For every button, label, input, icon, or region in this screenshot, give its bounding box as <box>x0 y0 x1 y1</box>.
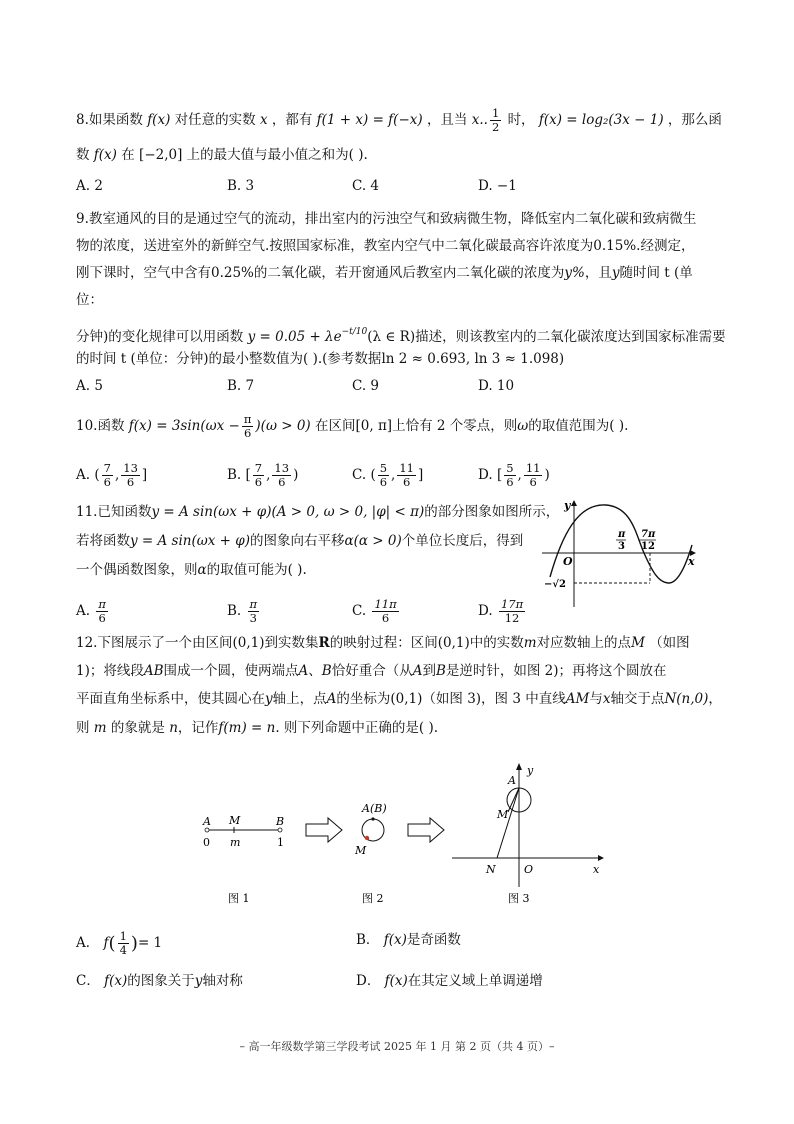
q8-option-c[interactable]: C. 4 <box>352 178 380 194</box>
fig3-point-m: M <box>497 808 509 821</box>
q12-line-1: 12.下图展示了一个由区间(0,1)到实数集R的映射过程：区间(0,1)中的实数m对应数轴上的点M （如图 <box>76 635 690 651</box>
fig3-point-n: N <box>486 863 496 876</box>
fig3-origin: O <box>524 863 534 876</box>
fig1-caption: 图 1 <box>228 892 250 905</box>
figure-2-circle <box>354 802 387 905</box>
q10-option-c[interactable]: C. ( $\frac{5}{6}$ , $\frac{11}{6}$ ] <box>352 461 424 489</box>
fig1-point-a: A <box>203 815 211 828</box>
q11-line-3: 一个偶函数图象，则α的取值可能为( ). <box>76 562 307 578</box>
q10-interval: [0, π] <box>355 418 393 434</box>
q11-line-2: 若将函数y = A sin(ωx + φ)的图象向右平移α(α > 0)个单位长度后，得到 <box>76 533 524 549</box>
figure-1-segment <box>202 814 284 905</box>
q9-formula: y = 0.05 + λe <box>247 329 342 345</box>
origin-label: O <box>563 555 573 568</box>
q9-option-a[interactable]: A. 5 <box>76 378 103 394</box>
q11-option-d[interactable]: D. $\frac{17\pi}{12}$ <box>478 597 524 625</box>
q8-fraction-half: $\frac{1}{2}$ <box>491 106 500 134</box>
fig3-x-label: x <box>593 863 600 876</box>
q9-line-3: 刚下课时，空气中含有0.25%的二氧化碳，若开窗通风后教室内二氧化碳的浓度为y%，且y随时间 t (单 <box>76 265 693 281</box>
q11-option-b[interactable]: B. $\frac{\pi}{3}$ <box>227 597 258 625</box>
fig3-y-label: y <box>527 764 534 777</box>
figure-3-coordinate <box>452 763 604 905</box>
fig2-point-ab: A(B) <box>362 802 387 815</box>
q12-line-3: 平面直角坐标系中，使其圆心在y轴上，点A的坐标为(0,1)（如图 3)，图 3 中直线AM与x轴交于点N(n,0)， <box>76 691 722 707</box>
fig3-caption: 图 3 <box>508 892 530 905</box>
fig3-point-a: A <box>508 774 516 787</box>
q12-option-d[interactable]: D． f(x)在其定义域上单调递增 <box>356 973 543 989</box>
q9-reference-data: ln 2 ≈ 0.693, ln 3 ≈ 1.098) <box>381 351 565 367</box>
arrow-right-icon <box>408 818 444 842</box>
q9-line-6: 的时间 t (单位：分钟)的最小整数值为( ).(参考数据ln 2 ≈ 0.693, ln 3 ≈ 1.098) <box>76 351 565 367</box>
q8-text: 8.如果函数 <box>76 112 143 128</box>
q8-text: ，都有 <box>271 112 313 128</box>
q8-text: ，那么函 <box>667 112 722 128</box>
q10-line-1: 10.函数 f(x) = 3sin(ωx − $\frac{\pi}{6}$ )(ω > 0) 在区间[0, π]上恰有 2 个零点，则ω的取值范围为( ). <box>76 412 629 440</box>
tick-7pi-over-12-den: 12 <box>641 541 655 552</box>
fig2-caption: 图 2 <box>362 892 384 905</box>
tick-pi-over-3-num: π <box>618 529 626 540</box>
q8-equation-2: f(x) = log₂(3x − 1) <box>538 112 664 128</box>
q8-text: 数 <box>76 147 90 163</box>
x-axis-label: x <box>688 555 695 568</box>
q11-line-1: 11.已知函数y = A sin(ωx + φ)(A > 0, ω > 0, |φ| < π)的部分图象如图所示， <box>76 504 560 520</box>
q8-condition: x.. <box>471 112 488 128</box>
q12-line-4: 则 m 的象就是 n，记作f(m) = n. 则下列命题中正确的是( ). <box>76 720 439 736</box>
q9-line-1: 9.教室通风的目的是通过空气的流动，排出室内的污浊空气和致病微生物，降低室内二氧化碳和致病微生 <box>76 211 697 227</box>
q11-option-a[interactable]: A. $\frac{\pi}{6}$ <box>76 597 106 625</box>
q10-option-a[interactable]: A. ( $\frac{7}{6}$ , $\frac{13}{6}$ ] <box>76 461 148 489</box>
q11-sine-graph <box>540 495 700 610</box>
q8-var-x: x <box>259 112 268 128</box>
q8-fx: f(x) <box>147 112 171 128</box>
q9-option-b[interactable]: B. 7 <box>227 378 255 394</box>
q12-figures <box>190 752 610 912</box>
fig1-point-b: B <box>276 815 285 828</box>
q8-option-a[interactable]: A. 2 <box>76 178 103 194</box>
q9-option-d[interactable]: D. 10 <box>478 378 515 394</box>
q10-fraction: $\frac{\pi}{6}$ <box>243 412 252 440</box>
q9-option-c[interactable]: C. 9 <box>352 378 380 394</box>
q12-option-b[interactable]: B． f(x)是奇函数 <box>356 932 461 948</box>
tick-pi-over-3-den: 3 <box>618 541 625 552</box>
q10-option-d[interactable]: D. [ $\frac{5}{6}$ , $\frac{11}{6}$ ) <box>478 461 550 489</box>
q12-option-a[interactable]: A． f( $\frac{1}{4}$ )= 1 <box>76 929 163 957</box>
q8-text: 时， <box>507 112 535 128</box>
q12-option-c[interactable]: C． f(x)的图象关于y轴对称 <box>76 973 243 989</box>
q8-text: 上的最大值与最小值之和为( ). <box>186 147 368 163</box>
q9-line-2: 物的浓度，送进室外的新鲜空气.按照国家标准，教室内空气中二氧化碳最高容许浓度为0.15%.经测定， <box>76 238 695 254</box>
q11-option-c[interactable]: C. $\frac{11\pi}{6}$ <box>352 597 397 625</box>
q9-line-4: 位： <box>76 292 103 308</box>
fig1-zero: 0 <box>203 836 210 849</box>
q8-text: ，且当 <box>426 112 468 128</box>
q8-fx: f(x) <box>93 147 117 163</box>
arrow-right-icon <box>306 818 342 842</box>
q8-option-d[interactable]: D. −1 <box>478 178 517 194</box>
page-footer: – 高一年级数学第三学段考试 2025 年 1 月 第 2 页（共 4 页）– <box>239 1040 555 1053</box>
q9-formula-exponent: −t/10 <box>341 327 368 337</box>
q8-line-2 <box>76 145 368 165</box>
tick-7pi-over-12-num: 7π <box>641 529 656 540</box>
q12-line-2: 1)；将线段AB围成一个圆，使两端点A、B恰好重合（从A到B是逆时针，如图 2)；再将这个圆放在 <box>76 663 667 679</box>
fig2-point-m: M <box>355 844 367 857</box>
q8-option-b[interactable]: B. 3 <box>227 178 255 194</box>
q9-line-5: 分钟)的变化规律可以用函数 $y = 0.05 + \lambda e^{-t/10}(\lambda$ ∈ R)描述，则该教室内的二氧化碳浓度达到国家标准需要 <box>76 327 726 345</box>
y-axis-label: y <box>564 499 571 512</box>
q8-line-1 <box>76 107 722 134</box>
fig1-m: m <box>230 836 241 849</box>
q8-text: 在 <box>121 147 135 163</box>
q10-formula: f(x) = 3sin(ωx − <box>128 418 240 434</box>
q8-text: 对任意的实数 <box>174 112 256 128</box>
fig1-one: 1 <box>277 836 284 849</box>
q8-equation-1: f(1 + x) = f(−x) <box>316 112 423 128</box>
q10-option-b[interactable]: B. [ $\frac{7}{6}$ , $\frac{13}{6}$ ) <box>227 461 299 489</box>
min-value-label: −√2 <box>544 579 566 590</box>
fig1-point-m: M <box>229 814 241 827</box>
q8-interval: [−2,0] <box>139 147 183 163</box>
